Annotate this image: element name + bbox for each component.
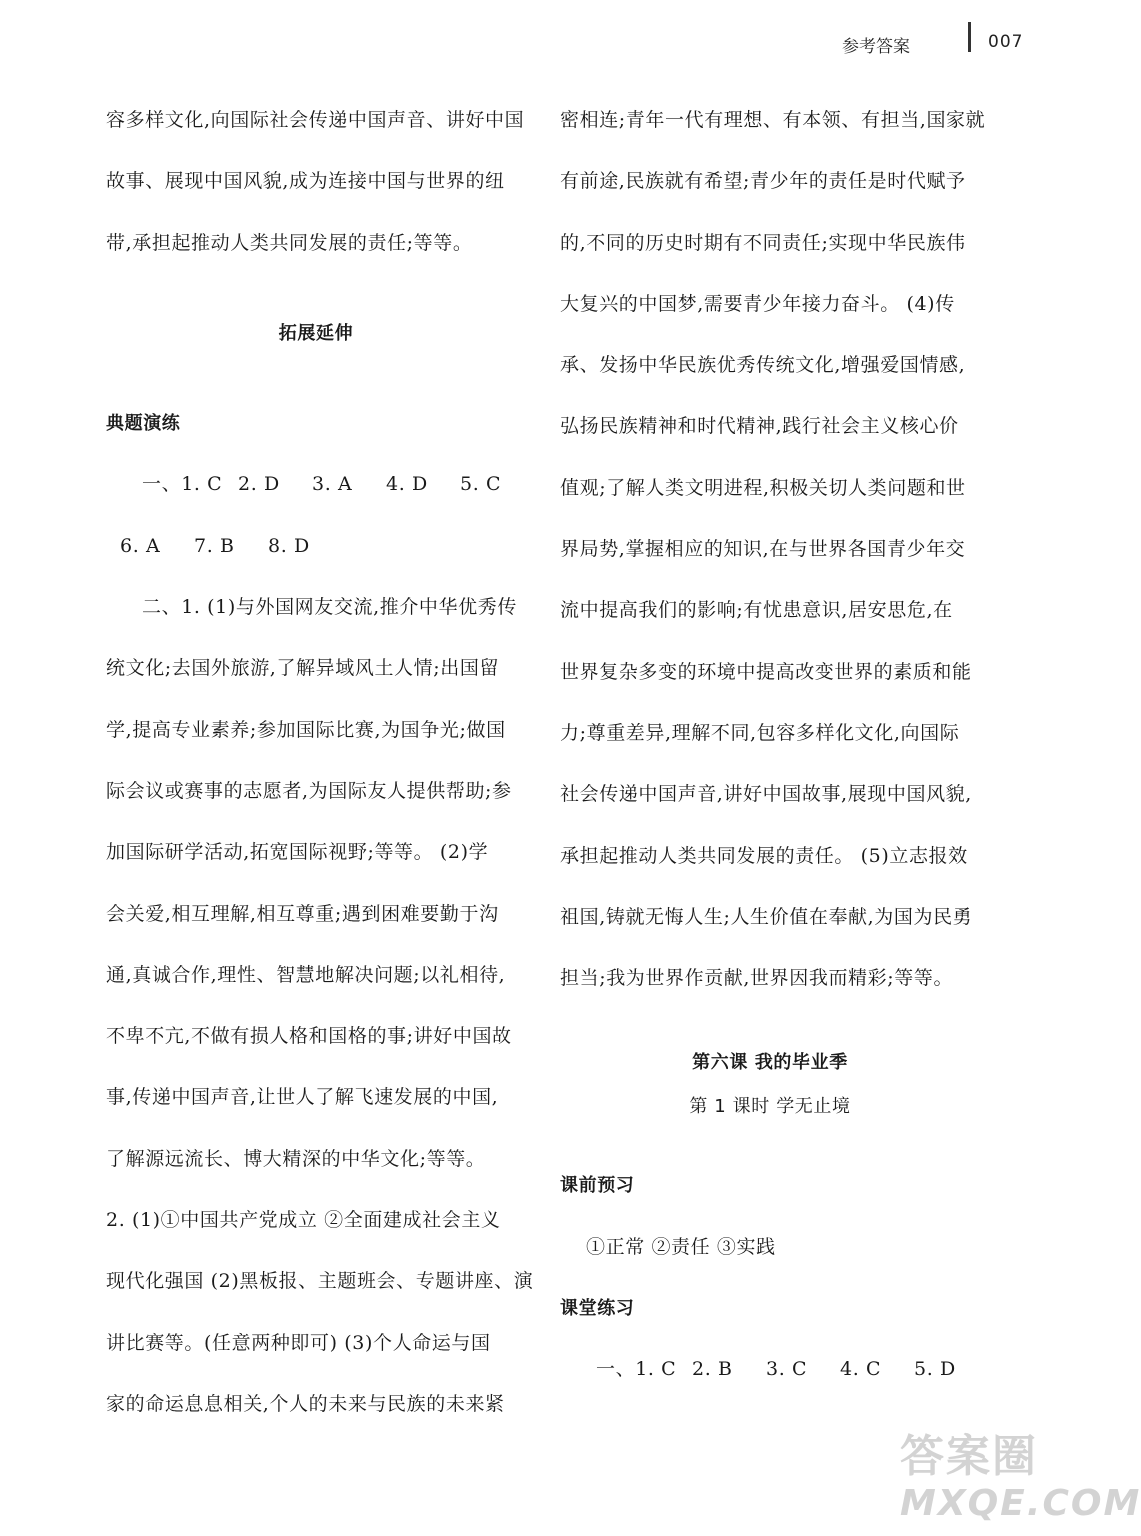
choice-answer: 4. C xyxy=(840,1358,882,1381)
text-line: 统文化;去国外旅游,了解异域风土人情;出国留 xyxy=(106,657,500,680)
text-line: 世界复杂多变的环境中提高改变世界的素质和能 xyxy=(560,660,972,683)
text-line: 承担起推动人类共同发展的责任。 (5)立志报效 xyxy=(560,844,968,867)
choice-answer: 5. D xyxy=(914,1358,956,1381)
choice-answer: 3. C xyxy=(766,1358,808,1381)
header-title: 参考答案 xyxy=(842,37,910,57)
text-line: 值观;了解人类文明进程,积极关切人类问题和世 xyxy=(560,476,966,499)
paragraph-q2-2 xyxy=(106,1190,534,1435)
lesson-title: 第六课 我的毕业季 xyxy=(692,1052,848,1074)
watermark-text: 答案圈 xyxy=(900,1431,1038,1482)
header-divider xyxy=(968,22,971,52)
preview-heading: 课前预习 xyxy=(560,1175,635,1197)
section-title: 拓展延伸 xyxy=(278,322,354,344)
choice-answer: 2. D xyxy=(238,473,280,496)
text-line: 通,真诚合作,理性、智慧地解决问题;以礼相待, xyxy=(106,963,506,986)
preview-answers: ①正常 ②责任 ③实践 xyxy=(586,1235,776,1258)
text-line: 带,承担起推动人类共同发展的责任;等等。 xyxy=(106,231,473,254)
choice-answer: 7. B xyxy=(194,534,235,557)
watermark-url: MXQE.COM xyxy=(900,1483,1141,1524)
text-line: 弘扬民族精神和时代精神,践行社会主义核心价 xyxy=(560,415,959,438)
text-line: 承、发扬中华民族优秀传统文化,增强爱国情感, xyxy=(560,354,966,377)
text-line: 大复兴的中国梦,需要青少年接力奋斗。 (4)传 xyxy=(560,292,955,315)
text-line: 会关爱,相互理解,相互尊重;遇到困难要勤于沟 xyxy=(106,902,499,925)
choice-answer: 4. D xyxy=(386,473,428,496)
choice-answer: 一、1. C xyxy=(596,1358,677,1381)
page-number: 007 xyxy=(988,32,1024,52)
text-line: 现代化强国 (2)黑板报、主题班会、专题讲座、演 xyxy=(106,1270,534,1293)
choice-answer: 6. A xyxy=(120,534,161,557)
text-line: 讲比赛等。(任意两种即可) (3)个人命运与国 xyxy=(106,1331,491,1354)
subsection-heading: 典题演练 xyxy=(106,413,181,435)
practice-heading: 课堂练习 xyxy=(560,1298,635,1320)
lesson-subtitle: 第 1 课时 学无止境 xyxy=(689,1096,851,1118)
text-line: 容多样文化,向国际社会传递中国声音、讲好中国 xyxy=(106,109,525,131)
text-line: 二、1. (1)与外国网友交流,推介中华优秀传 xyxy=(142,596,517,619)
paragraph-continued xyxy=(560,90,986,1009)
text-line: 事,传递中国声音,让世人了解飞速发展的中国, xyxy=(106,1086,499,1109)
text-line: 际会议或赛事的志愿者,为国际友人提供帮助;参 xyxy=(106,779,512,802)
choice-answer: 2. B xyxy=(692,1358,733,1381)
practice-choice-row xyxy=(560,1339,980,1400)
text-line: 力;尊重差异,理解不同,包容多样化文化,向国际 xyxy=(560,721,960,744)
choice-answer: 3. A xyxy=(312,473,353,496)
right-column xyxy=(560,90,986,1401)
text-line: 家的命运息息相关,个人的未来与民族的未来紧 xyxy=(106,1392,505,1415)
text-line: 不卑不亢,不做有损人格和国格的事;讲好中国故 xyxy=(106,1025,512,1048)
choice-answer: 5. C xyxy=(460,473,502,496)
text-line: 有前途,民族就有希望;青少年的责任是时代赋予 xyxy=(560,170,966,193)
choice-row-1 xyxy=(106,454,526,515)
text-line: 了解源远流长、博大精深的中华文化;等等。 xyxy=(106,1147,486,1170)
choice-answer: 一、1. C xyxy=(142,473,223,496)
left-column xyxy=(106,90,534,1435)
choice-answer: 8. D xyxy=(268,534,310,557)
text-line: 2. (1)①中国共产党成立 ②全面建成社会主义 xyxy=(106,1209,501,1232)
text-line: 故事、展现中国风貌,成为连接中国与世界的纽 xyxy=(106,170,505,193)
paragraph-top xyxy=(106,90,526,274)
text-line: 界局势,掌握相应的知识,在与世界各国青少年交 xyxy=(560,538,966,561)
text-line: 的,不同的历史时期有不同责任;实现中华民族伟 xyxy=(560,231,966,254)
text-line: 加国际研学活动,拓宽国际视野;等等。 (2)学 xyxy=(106,841,489,864)
text-line: 密相连;青年一代有理想、有本领、有担当,国家就 xyxy=(560,109,986,131)
text-line: 祖国,铸就无悔人生;人生价值在奉献,为国为民勇 xyxy=(560,905,973,928)
watermark-logo xyxy=(900,1430,1141,1530)
text-line: 学,提高专业素养;参加国际比赛,为国争光;做国 xyxy=(106,718,506,741)
paragraph-q2-1 xyxy=(106,577,526,1190)
text-line: 社会传递中国声音,讲好中国故事,展现中国风貌, xyxy=(560,783,972,806)
text-line: 担当;我为世界作贡献,世界因我而精彩;等等。 xyxy=(560,967,954,990)
choice-row-2 xyxy=(106,516,526,577)
text-line: 流中提高我们的影响;有忧患意识,居安思危,在 xyxy=(560,599,953,622)
